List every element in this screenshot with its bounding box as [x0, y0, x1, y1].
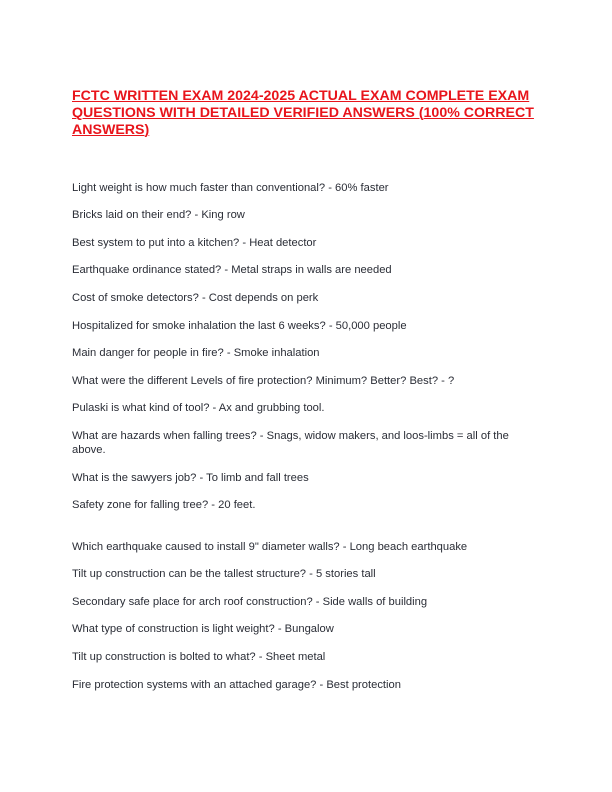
qa-item: Bricks laid on their end? - King row [72, 209, 245, 221]
qa-item: Secondary safe place for arch roof construction? - Side walls of building [72, 596, 428, 608]
qa-item: Cost of smoke detectors? - Cost depends on perk [72, 292, 319, 304]
qa-item: Light weight is how much faster than conventional? - 60% faster [72, 182, 389, 194]
qa-item: What type of construction is light weight? - Bungalow [72, 623, 334, 635]
qa-item: Tilt up construction can be the tallest structure? - 5 stories tall [72, 568, 376, 580]
qa-item: Earthquake ordinance stated? - Metal straps in walls are needed [72, 264, 392, 276]
qa-item: What are hazards when falling trees? - Snags, widow makers, and loos-limbs = all of the above. [72, 430, 509, 456]
qa-item: Hospitalized for smoke inhalation the last 6 weeks? - 50,000 people [72, 320, 407, 332]
qa-item: Main danger for people in fire? - Smoke inhalation [72, 347, 320, 359]
qa-item: Best system to put into a kitchen? - Heat detector [72, 237, 317, 249]
qa-item: Fire protection systems with an attached garage? - Best protection [72, 679, 401, 691]
qa-item: What is the sawyers job? - To limb and fall trees [72, 472, 309, 484]
qa-item: Which earthquake caused to install 9" diameter walls? - Long beach earthquake [72, 541, 468, 553]
document-title: FCTC WRITTEN EXAM 2024-2025 ACTUAL EXAM COMPLETE EXAM QUESTIONS WITH DETAILED VERIFIED ANSWERS (100% CORRECT ANSWERS) [72, 88, 534, 138]
qa-item: Pulaski is what kind of tool? - Ax and grubbing tool. [72, 402, 325, 414]
qa-item: Tilt up construction is bolted to what? - Sheet metal [72, 651, 326, 663]
qa-item: What were the different Levels of fire protection? Minimum? Better? Best? - ? [72, 375, 455, 387]
qa-item: Safety zone for falling tree? - 20 feet. [72, 499, 256, 511]
